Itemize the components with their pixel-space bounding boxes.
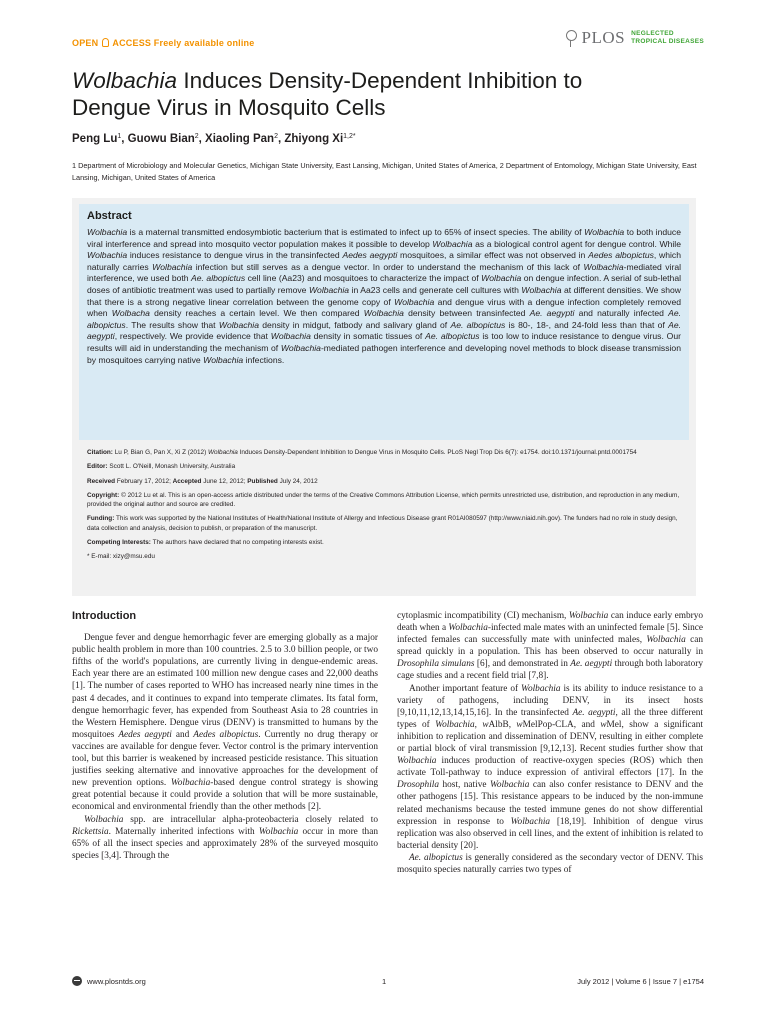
body-paragraph: Another important feature of Wolbachia is its ability to induce resistance to a variety of pathogens, including DENV, in its insect hosts [9,10,11,12,13,14,15,16]. In the transinfected Ae. aegypti, all the three different types of Wolbachia, wAlbB, wMelPop-CLA, and wMel, show a significant inhibition to replication and dissemination of DENV, resulting in either complete or partial block of viral transmission [9,12,13]. Recent studies further show that Wolbachia induces production of reactive-oxygen species (ROS) which then activate Toll-pathway to induce expression of antiviral effectors [17]. In the Drosophila host, native Wolbachia can also confer resistance to DENV and the other pathogens [15]. This resistance appears to be induced by the non-immune related mechanisms because the tested immune genes do not show differential expression in response to Wolbachia [18,19]. Inhibition of dengue virus replication was also observed in cell lines, and the extent of inhibition is related to bacterial density [20].: [397, 683, 704, 851]
copyright-text: © 2012 Lu et al. This is an open-access article distributed under the terms of the Creative Commons Attribution License, which permits unrestricted use, distribution, and reproduction in any medium, provided the original author and source are credited.: [87, 491, 680, 509]
plos-wordmark: PLOS: [581, 28, 626, 47]
article-title: [72, 67, 692, 121]
page-number: 1: [382, 977, 387, 986]
body-column-left: [72, 610, 378, 862]
journal-name-line1: NEGLECTED: [631, 30, 674, 37]
author-name: , Xiaoling Pan: [198, 133, 275, 145]
competing-interests: [87, 538, 685, 547]
author-affil-marker: 1: [117, 133, 122, 140]
issue-info: July 2012 | Volume 6 | Issue 7 | e1754: [577, 977, 704, 986]
author-affil-marker: 1,2*: [343, 133, 356, 140]
editor-text: Scott L. O'Neill, Monash University, Australia: [109, 463, 236, 471]
abstract-text: Wolbachia is a maternal transmitted endosymbiotic bacterium that is estimated to infect up to 65% of insect species. The ability of Wolbachia to both induce viral interference and spread into mosquito vector population makes it possible to develop Wolbachia as a biological control agent for dengue control. While Wolbachia induces resistance to dengue virus in the transinfected Aedes aegypti mosquitoes, a similar effect was not observed in Aedes albopictus, which naturally carries Wolbachia infection but still serves as a dengue vector. In order to understand the mechanism of this lack of Wolbachia-mediated viral interference, we used both Ae. albopictus cell line (Aa23) and mosquitoes to characterize the impact of Wolbachia on dengue infection. A serial of sub-lethal doses of antibiotic treatment was used to partially remove Wolbachia in Aa23 cells and generate cell cultures with Wolbachia at different densities. We show that there is a strong negative linear correlation between the genome copy of Wolbachia and dengue virus with a dengue infection completely removed when Wolbacha density reaches a certain level. We then compared Wolbachia density between transinfected Ae. aegypti and naturally infected Ae. albopictus. The results show that Wolbachia density in midgut, fatbody and salivary gland of Ae. albopictus is 80-, 18-, and 24-fold less than that of Ae. aegypti, respectively. We provide evidence that Wolbachia density in somatic tissues of Ae. albopictus is too low to induce resistance to dengue virus. Our results will aid in understanding the mechanism of Wolbachia-mediated pathogen interference and developing novel methods to block disease transmission by mosquitoes carrying native Wolbachia infections.: [87, 227, 682, 365]
citation: Citation: Lu P, Bian G, Pan X, Xi Z (2012) Wolbachia Induces Density-Dependent Inhibition to Dengue Virus in Mosquito Cells. PLoS Negl Trop Dis 6(7): e1754. doi:10.1371/journal.pntd.0001754: [87, 449, 637, 456]
published-date: July 24, 2012: [279, 477, 318, 485]
copyright: [87, 491, 685, 510]
published-label: Published: [247, 477, 278, 485]
copyright-label: Copyright:: [87, 491, 120, 499]
author-name: , Zhiyong Xi: [277, 133, 344, 145]
body-column-right: [397, 610, 703, 876]
competing-label: Competing Interests:: [87, 539, 151, 547]
author-affil-marker: 2: [274, 133, 278, 140]
open-access-post: ACCESS Freely available online: [112, 38, 255, 48]
body-paragraph: Dengue fever and dengue hemorrhagic fever are emerging globally as a major public health problem in more than 100 countries. 2.5 to 3.0 billion people, or two fifths of the world's populations, are currently living in dengue-endemic areas. Each year there are an estimated 100 million new dengue cases and 22,000 deaths [1]. The number of cases reported to WHO has increased nearly nine times in the past 4 decades, and it continues to expand into temperate climates. Its fatal form, dengue hemorrhagic fever, has expended from Southeast Asia to 28 countries in the Western Hemisphere. Dengue virus (DENV) is transmitted to humans by the mosquitoes Aedes aegypti and Aedes albopictus. Currently no drug therapy or vaccines are available for dengue fever. Vector control is the primary intervention tool, but this barrier is weakened by increased pesticide resistance. This situation justifies seeking alternative and innovative approaches for the development of new prevention options. Wolbachia-based dengue control strategy is showing great potential because it could provide a solution that will be more sustainable, economical and environmental friendly than the other methods [2].: [72, 633, 379, 813]
introduction-heading: Introduction: [72, 610, 137, 622]
accepted-label: Accepted: [172, 477, 202, 485]
dates: [87, 477, 685, 486]
editor: [87, 462, 685, 471]
open-access-pre: OPEN: [72, 38, 99, 48]
open-lock-icon: [102, 38, 109, 47]
accepted-date: June 12, 2012;: [203, 477, 246, 485]
article-metadata: [87, 448, 685, 567]
body-paragraph: Ae. albopictus is generally considered as the secondary vector of DENV. This mosquito species naturally carries two types of: [397, 852, 703, 875]
page-footer: [72, 975, 704, 993]
globe-icon: [72, 976, 82, 986]
title-organism: Wolbachia: [72, 68, 178, 93]
received-date: February 17, 2012;: [116, 477, 171, 485]
journal-logo: [564, 28, 704, 48]
journal-header: [72, 28, 704, 64]
open-access-badge: [72, 38, 254, 48]
affiliations: 1 Department of Microbiology and Molecular Genetics, Michigan State University, East Lansing, Michigan, United States of America, 2 Department of Entomology, Michigan State University, East Lansing, Michigan, United States of America: [72, 161, 697, 182]
title-line2: Dengue Virus in Mosquito Cells: [72, 95, 386, 120]
funding-text: This work was supported by the National Institutes of Health/National Institute of Allergy and Infectious Disease grant R01AI080597 (http://www.niaid.nih.gov). The funders had no role in study design, data collection and analysis, decision to publish, or preparation of the manuscript.: [87, 515, 678, 532]
journal-name: [631, 30, 704, 46]
received-label: Received: [87, 477, 116, 485]
citation-label: Citation:: [87, 449, 113, 456]
abstract-panel: [79, 204, 689, 440]
funding-label: Funding:: [87, 515, 115, 523]
author-name: , Guowu Bian: [121, 133, 195, 145]
author-affil-marker: 2: [194, 133, 199, 140]
plos-logo-icon: [564, 28, 580, 48]
author-list: [72, 133, 356, 145]
abstract-box: [72, 198, 696, 596]
abstract-heading: Abstract: [87, 210, 132, 222]
funding: [87, 514, 685, 533]
editor-label: Editor:: [87, 463, 108, 471]
email: * E-mail: xizy@msu.edu: [87, 553, 155, 561]
author-name: Peng Lu: [72, 133, 118, 145]
journal-url[interactable]: www.plosntds.org: [87, 977, 146, 986]
body-paragraph: Wolbachia spp. are intracellular alpha-proteobacteria closely related to Rickettsia. Maternally inherited infections with Wolbachia occur in more than 65% of all the insect species and approximately 28% of the surveyed mosquito species [3,4]. Through the: [72, 814, 378, 861]
title-line1: Induces Density-Dependent Inhibition to: [177, 68, 583, 93]
journal-name-line2: TROPICAL DISEASES: [631, 38, 704, 45]
competing-text: The authors have declared that no competing interests exist.: [152, 539, 324, 547]
body-paragraph: cytoplasmic incompatibility (CI) mechanism, Wolbachia can induce early embryo death when a Wolbachia-infected male mates with an uninfected female [5]. Since infected females can successfully mate with uninfected males, Wolbachia can spread quickly in a population. This has been observed to occur naturally in Drosophila simulans [6], and demonstrated in Ae. aegypti through both laboratory cage studies and a recent field trial [7,8].: [397, 611, 703, 682]
